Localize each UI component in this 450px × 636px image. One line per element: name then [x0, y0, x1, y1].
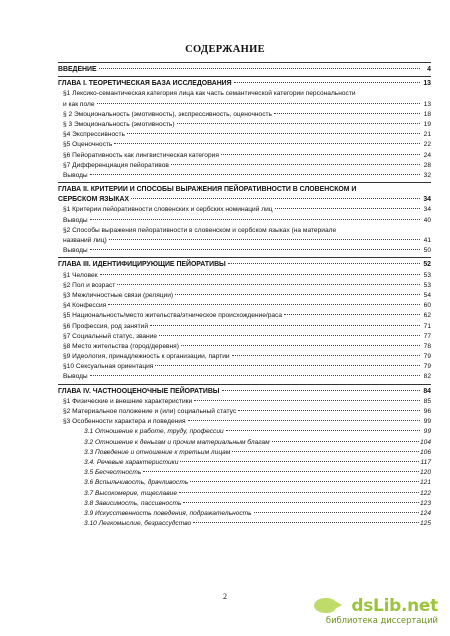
watermark — [310, 596, 440, 626]
toc-entry-page: 24 — [423, 151, 431, 159]
dot-leader — [90, 249, 420, 250]
toc-entry-title: 3.5 Бесчестность — [84, 469, 142, 477]
toc-entry[interactable] — [58, 271, 431, 281]
dot-leader — [188, 420, 420, 421]
dot-leader — [238, 410, 420, 411]
toc-entry-page: 22 — [423, 141, 431, 149]
toc-entry[interactable] — [58, 519, 431, 529]
toc-entry-title: §7 Дифференциация пейоративов — [63, 161, 169, 169]
toc-entry-title: Выводы — [63, 216, 88, 224]
toc-entry-title: §4 Экспрессивность — [63, 131, 125, 139]
toc-entry[interactable] — [58, 140, 431, 150]
dot-leader — [179, 492, 419, 493]
section-divider — [58, 384, 431, 385]
section-divider — [58, 62, 431, 63]
toc-entry[interactable] — [58, 448, 431, 458]
toc-entry-page: 50 — [423, 247, 431, 255]
toc-entry[interactable] — [58, 226, 431, 236]
dot-leader — [109, 239, 420, 240]
dot-leader — [183, 502, 419, 503]
toc-entry-title: 3.4. Речевые характеристики — [84, 458, 179, 466]
dot-leader — [175, 294, 420, 295]
toc-entry-page: 34 — [423, 206, 431, 214]
toc-entry[interactable] — [58, 407, 431, 417]
toc-entry-title: §10 Сексуальная ориентация — [63, 363, 154, 371]
dot-leader — [232, 355, 420, 356]
toc-entry-title: СЕРБСКОМ ЯЗЫКАХ — [58, 196, 130, 204]
toc-entry[interactable] — [58, 246, 431, 256]
toc-entry-title: §2 Способы выражения пейоративности в словенском и сербском языках (на материале — [63, 226, 337, 234]
toc-entry-page: 32 — [423, 171, 431, 179]
toc-entry[interactable] — [58, 216, 431, 226]
dot-leader — [272, 441, 419, 442]
toc-entry-title: 3.6 Вспыльчивость, драчливость — [84, 479, 189, 487]
dot-leader — [274, 113, 420, 114]
toc-entry-page: 124 — [419, 509, 431, 517]
toc-entry-page: 60 — [423, 302, 431, 310]
toc-entry[interactable] — [58, 372, 431, 382]
toc-entry[interactable] — [58, 417, 431, 427]
toc-entry-page: 34 — [423, 196, 431, 204]
toc-entry-title: ГЛАВА IV. ЧАСТНООЦЕНОЧНЫЕ ПЕЙОРАТИВЫ — [58, 387, 220, 395]
dot-leader — [99, 68, 420, 69]
dot-leader — [226, 430, 420, 431]
toc-entry-title: Выводы — [63, 171, 88, 179]
toc-entry-page: 82 — [423, 373, 431, 381]
toc-entry-title: 3.3 Поведение и отношение к третьим лицам — [84, 448, 231, 456]
dot-leader — [108, 304, 420, 305]
toc-entry-title: §9 Идеология, принадлежность к организации, партии — [63, 353, 230, 361]
toc-entry-title: §2 Пол и возраст — [63, 281, 116, 289]
toc-entry-page: 117 — [420, 458, 431, 466]
toc-entry-title: §7 Социальный статус, звание — [63, 332, 158, 340]
toc-entry-title: ГЛАВА I. ТЕОРЕТИЧЕСКАЯ БАЗА ИССЛЕДОВАНИЯ — [58, 80, 232, 88]
dot-leader — [180, 461, 419, 462]
toc-entry-title: 3.8 Зависимость, пассивность — [84, 499, 182, 507]
toc-entry[interactable] — [58, 161, 431, 171]
toc-entry-page: 77 — [423, 332, 431, 340]
toc-entry-title: § 3 Эмоциональность (эмотивность) — [63, 120, 175, 128]
toc-entry[interactable] — [58, 478, 431, 488]
toc-chapter-entry[interactable] — [58, 387, 431, 397]
toc-chapter-entry[interactable] — [58, 65, 431, 75]
toc-entry[interactable] — [58, 151, 431, 161]
toc-entry[interactable] — [58, 362, 431, 372]
toc-entry[interactable] — [58, 438, 431, 448]
toc-entry-page: 13 — [423, 80, 431, 88]
toc-entry-page: 53 — [423, 271, 431, 279]
toc-chapter-entry[interactable] — [58, 79, 431, 89]
toc-entry[interactable] — [58, 322, 431, 332]
toc-entry-title: §6 Пейоративность как лингвистическая категория — [63, 151, 219, 159]
toc-entry-page: 125 — [419, 520, 431, 528]
dot-leader — [90, 375, 420, 376]
toc-entry-title: 3.7 Высокомерие, тщеславие — [84, 489, 178, 497]
toc-chapter-entry[interactable] — [58, 260, 431, 270]
toc-entry-title: Выводы — [63, 247, 88, 255]
page-number: 2 — [223, 592, 227, 601]
toc-entry[interactable] — [58, 120, 431, 130]
toc-entry[interactable] — [58, 509, 431, 519]
dot-leader — [97, 103, 420, 104]
dot-leader — [159, 335, 420, 336]
dot-leader — [190, 481, 419, 482]
toc-entry[interactable] — [58, 458, 431, 468]
toc-entry[interactable] — [58, 352, 431, 362]
toc-entry-page: 104 — [419, 438, 431, 446]
toc-entry[interactable] — [58, 489, 431, 499]
toc-entry[interactable] — [58, 332, 431, 342]
toc-entry-title: ГЛАВА III. ИДЕНТИФИЦИРУЮЩИЕ ПЕЙОРАТИВЫ — [58, 261, 226, 269]
toc-entry-page: 122 — [419, 489, 431, 497]
toc-entry-page: 78 — [423, 342, 431, 350]
dot-leader — [234, 82, 420, 83]
dot-leader — [232, 451, 419, 452]
toc-entry[interactable] — [58, 397, 431, 407]
toc-entry-title: ГЛАВА II. КРИТЕРИИ И СПОСОБЫ ВЫРАЖЕНИЯ ПЕЙОРАТИВНОСТИ В СЛОВЕНСКОМ И — [58, 186, 357, 194]
toc-entry-page: 13 — [423, 100, 431, 108]
toc-entry-page: 123 — [419, 499, 431, 507]
toc-entry-page: 18 — [423, 110, 431, 118]
toc-entry-title: ВВЕДЕНИЕ — [58, 66, 97, 73]
dot-leader — [177, 123, 420, 124]
table-of-contents — [58, 60, 431, 529]
toc-entry-page: 79 — [423, 363, 431, 371]
dot-leader — [228, 263, 420, 264]
toc-entry-page: 53 — [423, 281, 431, 289]
toc-entry[interactable] — [58, 130, 431, 140]
toc-entry-title: 3.9 Искусственность поведения, подражательность — [84, 509, 252, 517]
toc-entry-page: 99 — [423, 418, 431, 426]
dot-leader — [155, 365, 420, 366]
toc-entry-title: и как поле — [63, 100, 95, 108]
toc-entry-page: 21 — [423, 131, 431, 139]
toc-entry[interactable] — [58, 171, 431, 181]
toc-entry-page: 99 — [423, 428, 431, 436]
toc-entry-title: §1 Физические и внешние характеристики — [63, 397, 193, 405]
toc-entry[interactable] — [58, 311, 431, 321]
toc-entry-title: §1 Критерии пейоративности словенских и сербских номинаций лиц — [63, 206, 273, 214]
toc-entry-title: §2 Материальное положение и (или) социальный статус — [63, 408, 237, 415]
dot-leader — [275, 208, 420, 209]
toc-entry-title: §6 Профессия, род занятий — [63, 322, 149, 330]
toc-entry[interactable] — [58, 301, 431, 311]
toc-entry-page: 28 — [423, 161, 431, 169]
toc-entry-page: 79 — [423, 353, 431, 361]
dot-leader — [127, 133, 420, 134]
dot-leader — [194, 400, 420, 401]
toc-entry-title: §3 Особенности характера и поведения — [63, 418, 186, 426]
toc-entry-title: §5 Оценочность — [63, 141, 113, 149]
dot-leader — [90, 219, 420, 220]
toc-entry[interactable] — [58, 281, 431, 291]
toc-entry-title: §8 Место жительства (город/деревня) — [63, 342, 179, 350]
toc-entry-page: 121 — [419, 479, 431, 487]
toc-entry[interactable] — [58, 342, 431, 352]
toc-entry-title: §3 Межличностные связи (реляции) — [63, 291, 174, 299]
toc-entry-page: 84 — [423, 387, 431, 395]
toc-entry-title: §4 Конфессия — [63, 302, 107, 310]
toc-entry-title: Выводы — [63, 373, 88, 381]
toc-entry-title: 3.1 Отношение к работе, труду, профессии — [84, 428, 224, 436]
toc-entry-title: § 2 Эмоциональность (эмотивность), экспрессивность, оценочность — [63, 110, 272, 118]
toc-entry[interactable] — [58, 205, 431, 215]
section-divider — [58, 76, 431, 77]
toc-entry-page: 40 — [423, 216, 431, 224]
dot-leader — [284, 314, 420, 315]
toc-entry[interactable] — [58, 427, 431, 437]
toc-entry-page: 120 — [419, 469, 431, 477]
toc-entry-page: 85 — [423, 397, 431, 405]
dot-leader — [254, 512, 419, 513]
dot-leader — [222, 390, 420, 391]
toc-entry[interactable] — [58, 291, 431, 301]
dot-leader — [171, 164, 420, 165]
section-divider — [58, 257, 431, 258]
dot-leader — [90, 174, 420, 175]
toc-entry[interactable] — [58, 236, 431, 246]
dot-leader — [117, 284, 420, 285]
toc-chapter-entry[interactable] — [58, 195, 431, 205]
toc-entry-title: названий лиц) — [63, 237, 107, 244]
dot-leader — [150, 325, 420, 326]
toc-entry-title: 3.2 Отношение к деньгам и прочим материальным благам — [84, 438, 270, 446]
toc-entry-page: 96 — [423, 408, 431, 415]
toc-chapter-entry[interactable] — [58, 185, 431, 195]
toc-entry-page: 54 — [423, 291, 431, 299]
toc-entry-page: 71 — [423, 322, 431, 330]
toc-entry[interactable] — [58, 110, 431, 120]
toc-entry-title: §1 Лексико-семантическая категория лица как часть семантической категории персональности — [63, 90, 356, 98]
watermark-logo: dsLib.net — [351, 596, 438, 616]
dot-leader — [221, 154, 420, 155]
fish-logo-icon — [314, 598, 336, 613]
toc-entry-title: §5 Национальность/место жительства/этническое происхождение/раса — [63, 312, 283, 320]
toc-entry-page: 52 — [423, 261, 431, 269]
toc-entry-page: 4 — [427, 66, 431, 73]
toc-entry-page: 41 — [423, 237, 431, 244]
toc-entry-title: §1 Человек — [63, 271, 98, 279]
toc-entry[interactable] — [58, 499, 431, 509]
watermark-subtitle: библиотека диссертаций — [325, 615, 438, 625]
toc-entry-page: 62 — [423, 312, 431, 320]
toc-entry-page: 106 — [419, 448, 431, 456]
toc-entry-page: 19 — [423, 120, 431, 128]
dot-leader — [181, 345, 420, 346]
section-divider — [58, 182, 431, 183]
dot-leader — [131, 198, 420, 199]
dot-leader — [100, 274, 420, 275]
dot-leader — [143, 471, 419, 472]
toc-entry[interactable] — [58, 100, 431, 110]
page-title: СОДЕРЖАНИЕ — [185, 44, 265, 55]
dot-leader — [193, 522, 419, 523]
dot-leader — [114, 143, 420, 144]
toc-entry[interactable] — [58, 468, 431, 478]
toc-entry[interactable] — [58, 89, 431, 99]
toc-entry-title: 3.10 Легкомыслие, безрассудство — [84, 520, 192, 528]
